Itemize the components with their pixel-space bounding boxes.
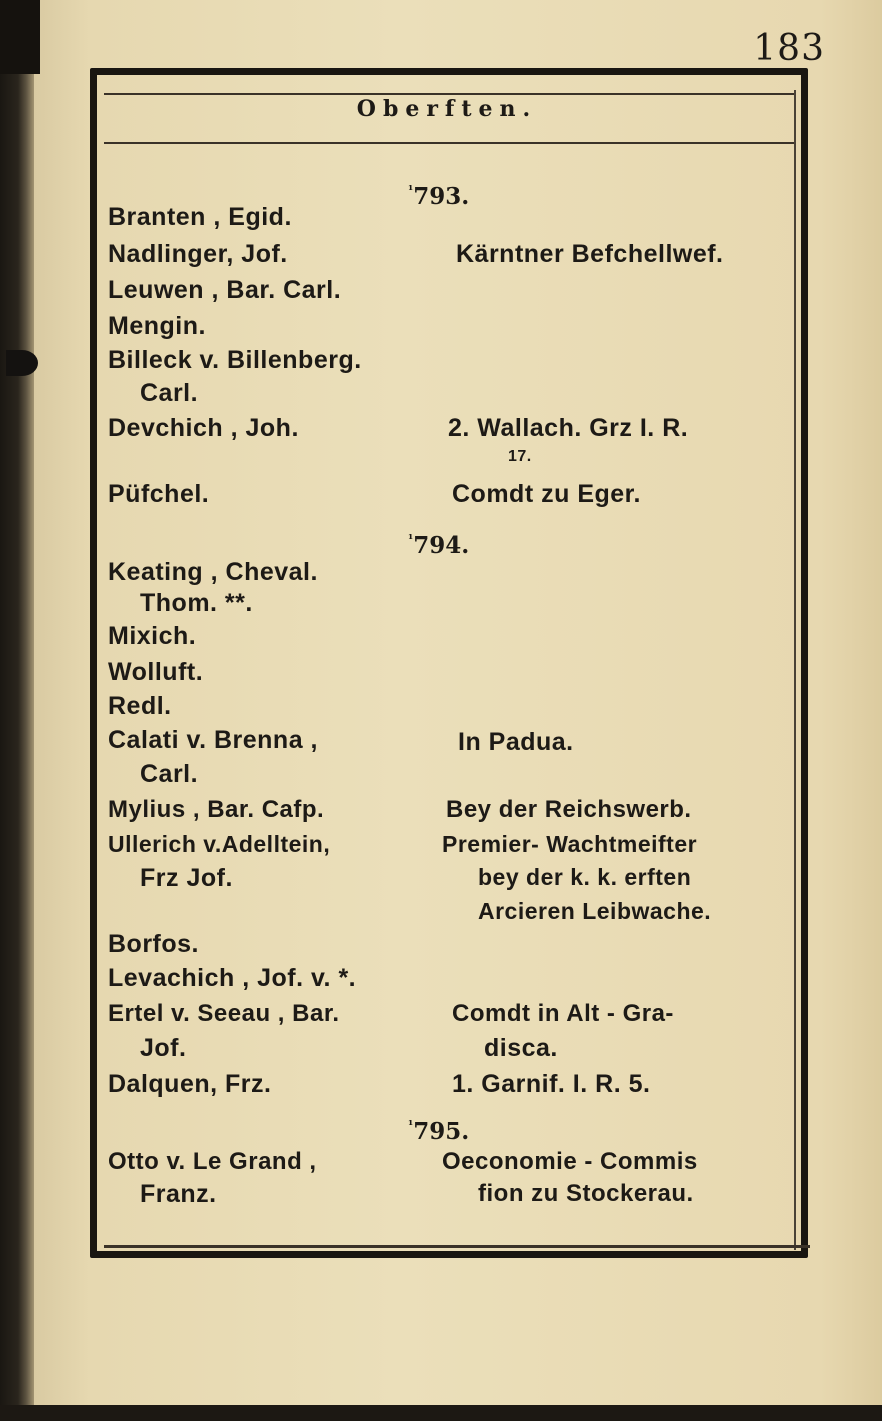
entry-name: Ullerich v.Adelltein, [108, 831, 331, 857]
year-heading: ¹ 795. [408, 1118, 469, 1145]
entry-name-continued: Carl. [140, 379, 199, 407]
header-rule-bottom [104, 142, 794, 144]
entry-note: Kärntner Befchellwef. [456, 240, 724, 268]
entry-name-continued: Frz Jof. [140, 864, 233, 892]
entry-name: Billeck v. Billenberg. [108, 346, 362, 374]
entry-name: Mylius , Bar. Cafp. [108, 796, 325, 823]
entry-note-continued: bey der k. k. erften [478, 864, 692, 890]
header-rule-top [104, 93, 794, 95]
binding-notch [6, 350, 38, 376]
entry-name: Mixich. [108, 622, 197, 650]
entry-name: Ertel v. Seeau , Bar. [108, 1000, 340, 1027]
entry-name: Redl. [108, 692, 172, 720]
page-bottom-edge [0, 1405, 882, 1421]
section-heading: Oberften. [356, 96, 538, 122]
entry-name: Nadlinger, Jof. [108, 240, 288, 268]
entry-name-continued: Franz. [140, 1180, 217, 1208]
entry-note-continued: fion zu Stockerau. [478, 1180, 694, 1207]
entry-name: Levachich , Jof. v. *. [108, 964, 357, 992]
book-binding [0, 0, 34, 1421]
entry-note: In Padua. [458, 728, 574, 756]
entry-note: Oeconomie - Commis [442, 1148, 698, 1175]
entry-note-continued: Arcieren Leibwache. [478, 898, 712, 924]
entry-name: Borfos. [108, 930, 199, 958]
entry-name: Leuwen , Bar. Carl. [108, 276, 342, 304]
entry-name-continued: Jof. [140, 1034, 187, 1062]
year-heading: ¹ 793. [408, 183, 469, 210]
year-heading: ¹ 794. [408, 532, 469, 559]
entry-name: Branten , Egid. [108, 203, 292, 231]
page-number: 183 [753, 28, 825, 69]
entry-name: Püfchel. [108, 480, 210, 508]
entry-name: Wolluft. [108, 658, 204, 686]
entry-name: Calati v. Brenna , [108, 726, 318, 754]
entry-name-continued: Thom. **. [140, 589, 253, 617]
entry-note: Comdt in Alt - Gra- [452, 1000, 674, 1027]
entry-note: 2. Wallach. Grz I. R. [448, 414, 689, 442]
entry-name-continued: Carl. [140, 760, 199, 788]
entry-note: Premier- Wachtmeifter [442, 831, 698, 857]
footer-rule [104, 1245, 810, 1248]
entry-note-continued: disca. [484, 1034, 558, 1062]
entry-name: Dalquen, Frz. [108, 1070, 272, 1098]
entry-name: Mengin. [108, 312, 206, 340]
entry-note-continued: 17. [508, 448, 532, 465]
entry-note: Bey der Reichswerb. [446, 796, 692, 823]
entry-name: Devchich , Joh. [108, 414, 299, 442]
entry-note: 1. Garnif. I. R. 5. [452, 1070, 651, 1098]
entry-note: Comdt zu Eger. [452, 480, 641, 508]
entry-name: Otto v. Le Grand , [108, 1148, 317, 1175]
binding-corner [0, 0, 40, 74]
entry-name: Keating , Cheval. [108, 558, 318, 586]
